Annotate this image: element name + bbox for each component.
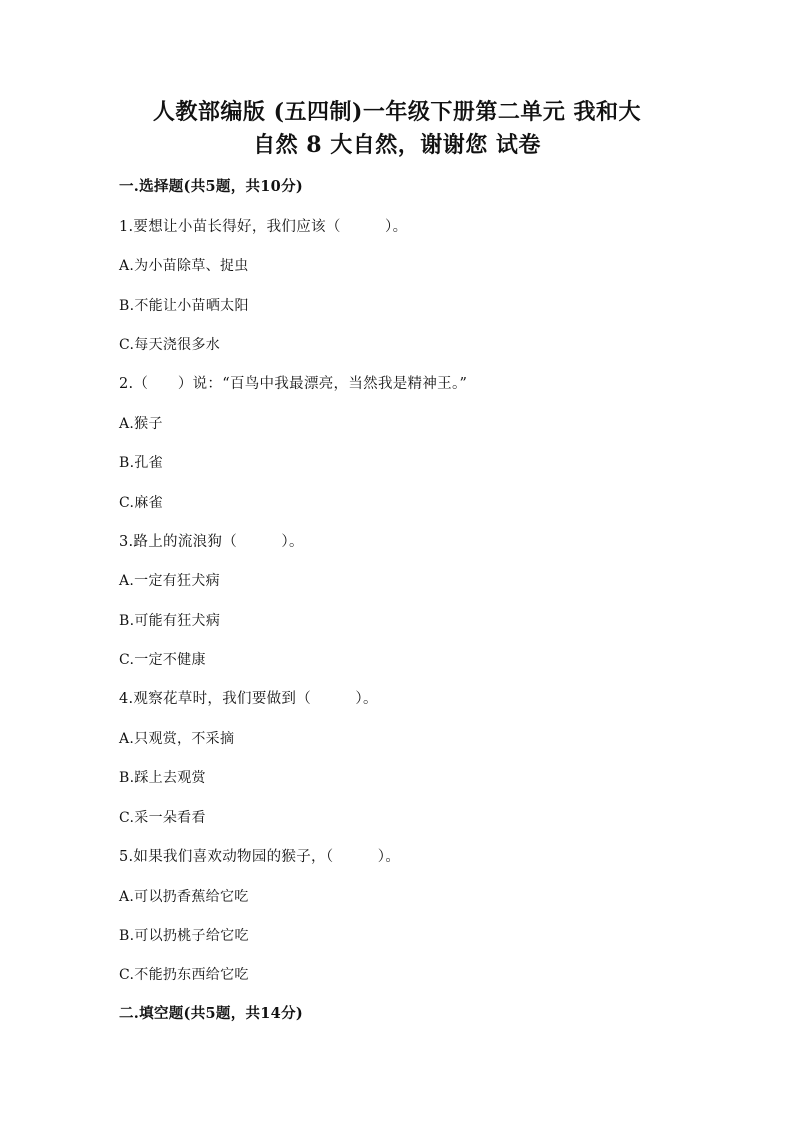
question-1-option-c: C.每天浇很多水	[119, 337, 221, 353]
question-5-option-b: B.可以扔桃子给它吃	[119, 928, 249, 944]
question-4-option-a: A.只观赏，不采摘	[119, 731, 235, 747]
page-title-line-2: 自然 8 大自然，谢谢您 试卷	[253, 132, 541, 158]
page-title	[100, 96, 694, 162]
question-5-option-c: C.不能扔东西给它吃	[119, 967, 249, 983]
question-3-option-a: A.一定有狂犬病	[119, 573, 220, 589]
question-1-stem: 1.要想让小苗长得好，我们应该（ ）。	[119, 219, 408, 235]
question-5-stem: 5.如果我们喜欢动物园的猴子，（ ）。	[119, 849, 401, 865]
question-4-option-c: C.采一朵看看	[119, 810, 206, 826]
question-2-option-c: C.麻雀	[119, 495, 163, 511]
question-1-option-b: B.不能让小苗晒太阳	[119, 298, 249, 314]
question-3-stem: 3.路上的流浪狗（ ）。	[119, 534, 304, 550]
question-2-option-a: A.猴子	[119, 416, 163, 432]
question-3-option-b: B.可能有狂犬病	[119, 613, 221, 629]
question-3-option-c: C.一定不健康	[119, 652, 206, 668]
question-1-option-a: A.为小苗除草、捉虫	[119, 258, 249, 274]
section-heading-fill-in: 二.填空题(共5题，共14分)	[119, 1005, 304, 1022]
question-2-option-b: B.孔雀	[119, 455, 163, 471]
question-4-stem: 4.观察花草时，我们要做到（ ）。	[119, 691, 378, 707]
page-title-line-1: 人教部编版 (五四制)一年级下册第二单元 我和大	[152, 99, 642, 125]
section-heading-choice: 一.选择题(共5题，共10分)	[119, 178, 304, 195]
question-2-stem: 2.（ ）说：“百鸟中我最漂亮，当然我是精神王。”	[119, 376, 468, 392]
question-5-option-a: A.可以扔香蕉给它吃	[119, 889, 249, 905]
question-4-option-b: B.踩上去观赏	[119, 770, 206, 786]
